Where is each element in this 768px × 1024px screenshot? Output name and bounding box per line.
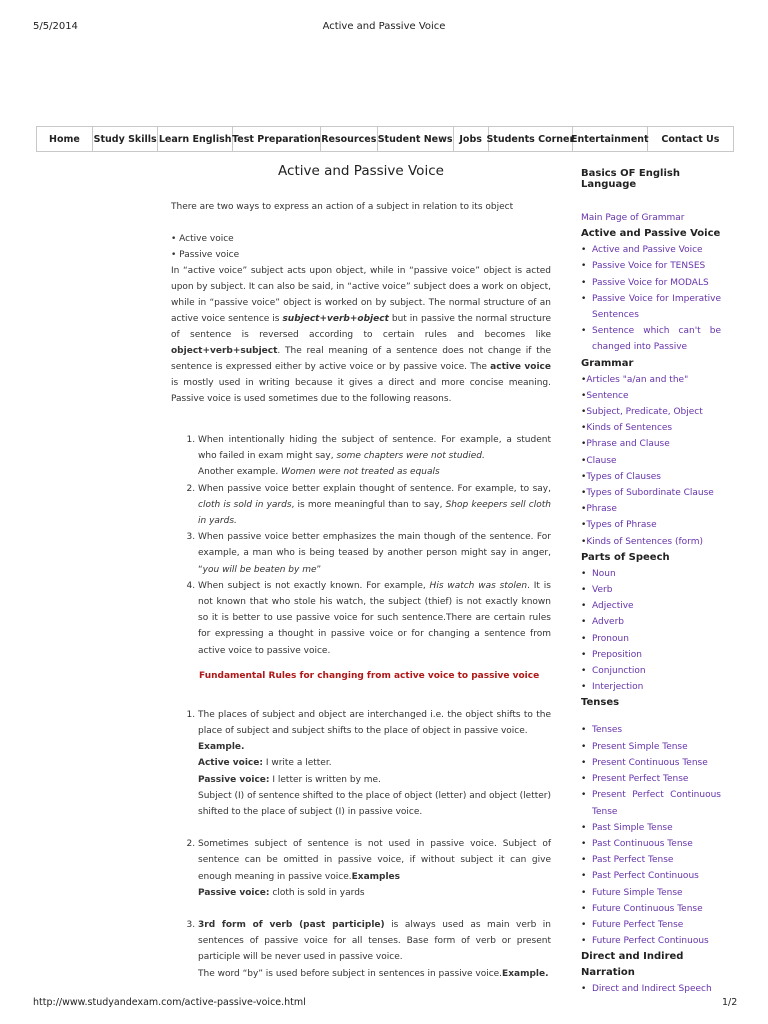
article <box>171 163 551 982</box>
list-item <box>198 578 551 659</box>
list-item <box>198 529 551 578</box>
bullet-icon: • <box>581 390 587 401</box>
sidebar-parts-list <box>581 566 721 696</box>
bullet-active: • Active voice <box>171 234 234 244</box>
nav-item-resources[interactable]: Resources <box>321 127 378 151</box>
page-title: Active and Passive Voice <box>278 163 444 179</box>
rule-text: Sometimes subject of sentence is not used in passive voice. Subject of sentence can be omitted in passive voice, if without subject it can give enough meaning in passive voice. <box>198 839 551 882</box>
nav-item-test-preparation[interactable]: Test Preparation <box>233 127 321 151</box>
sidebar-link[interactable] <box>581 534 721 550</box>
sidebar-section-heading: Direct and Indired Narration <box>581 951 684 979</box>
sidebar-link[interactable]: • Adverb <box>581 614 721 630</box>
sidebar-link[interactable] <box>581 372 721 388</box>
print-header <box>0 21 768 33</box>
sidebar-active-list <box>581 242 721 355</box>
bullet-icon: • <box>581 520 587 531</box>
sidebar-link[interactable] <box>581 453 721 469</box>
text: , is more meaningful than to say, <box>291 499 446 510</box>
sidebar-link[interactable]: • Past Continuous Tense <box>581 836 721 852</box>
print-date: 5/5/2014 <box>33 21 78 32</box>
rule-text: is always used as main verb in sentences of passive voice for all tenses. Base form of verb or present participle will be never used in passive voice. <box>198 920 552 963</box>
example-italic: His watch was stolen <box>429 580 528 591</box>
nav-item-entertainment[interactable]: Entertainment <box>573 127 648 151</box>
bullet-icon: • <box>581 471 587 482</box>
sidebar-link[interactable]: • Pronoun <box>581 631 721 647</box>
bullet-icon: • <box>581 536 587 547</box>
bullet-icon: • <box>581 374 587 385</box>
print-page-number: 1/2 <box>722 997 738 1008</box>
text: When intentionally hiding the subject of sentence. For example, a student who failed in exam might say, <box>198 435 551 462</box>
sidebar-link-label: Subject, Predicate, Object <box>586 407 703 418</box>
list-item <box>198 707 551 836</box>
sidebar-link-label: Clause <box>586 455 617 466</box>
active-example: I write a letter. <box>262 758 332 769</box>
sidebar-section-heading: Parts of Speech <box>581 551 670 563</box>
nav-item-contact-us[interactable]: Contact Us <box>661 133 720 145</box>
print-url: http://www.studyandexam.com/active-passive-voice.html <box>33 997 306 1008</box>
sidebar-link[interactable] <box>581 420 721 436</box>
bullet-label: Passive voice <box>179 250 240 260</box>
para-text: . The real meaning of a sentence does not change if the sentence is expressed either by active voice or by passive voice. The <box>171 346 551 372</box>
sidebar-grammar-list <box>581 372 721 550</box>
sidebar-link[interactable]: • Future Perfect Continuous <box>581 933 721 949</box>
sidebar-link-label: Articles "a/an and the" <box>586 374 689 385</box>
sidebar-link-label: Kinds of Sentences <box>586 423 673 434</box>
bullet-icon: • <box>581 407 587 418</box>
sidebar-link-label: Types of Subordinate Clause <box>586 488 714 499</box>
passive-label: Passive voice: <box>198 774 270 785</box>
rule-bold: 3rd form of verb (past participle) <box>198 920 385 931</box>
sidebar-section-heading: Grammar <box>581 357 634 369</box>
sidebar-link[interactable]: • Present Perfect Continuous Tense <box>581 787 721 819</box>
intro-text: There are two ways to express an action of a subject in relation to its object <box>171 202 514 212</box>
sidebar-link[interactable] <box>581 501 721 517</box>
para-text: In “active voice” subject acts upon object, while in “passive voice” object is acted upon by subject. It can also be said, in “active voice” subject does a work on object, while in “passive voice” object is worked on by subject. The normal structure of an active voice sentence is <box>171 266 551 324</box>
sidebar-link[interactable]: • Noun <box>581 566 721 582</box>
text: ” <box>316 564 322 575</box>
rule-text: The word “by” is used before subject in sentences in passive voice. <box>198 968 503 979</box>
example-italic: you will be beaten by me <box>202 564 317 575</box>
passive-example: cloth is sold in yards <box>269 887 365 898</box>
explanation-paragraph <box>171 263 551 407</box>
sidebar-link[interactable]: • Conjunction <box>581 663 721 679</box>
example-italic: Women were not treated as equals <box>281 467 440 478</box>
nav-item-study-skills[interactable]: Study Skills <box>93 127 159 151</box>
nav-item-student-news[interactable]: Student News <box>378 127 454 151</box>
sidebar-link[interactable] <box>581 388 721 404</box>
nav-item-jobs[interactable]: Jobs <box>454 127 489 151</box>
text: Another example. <box>198 467 282 478</box>
sidebar-link-label: Sentence <box>586 390 629 401</box>
passive-example: I letter is written by me. <box>269 774 381 785</box>
rule-text: The places of subject and object are interchanged i.e. the object shifts to the place of subject and subject shifts to the place of object in passive voice. <box>198 709 551 737</box>
example-label: Example. <box>502 968 549 979</box>
sidebar-link[interactable]: • Verb <box>581 582 721 598</box>
sidebar-link[interactable]: • Present Perfect Tense <box>581 771 721 787</box>
nav-item-learn-english[interactable]: Learn English <box>158 127 232 151</box>
sidebar-link[interactable]: • Past Simple Tense <box>581 820 721 836</box>
examples-label: Examples <box>351 871 401 882</box>
sidebar-link[interactable]: • Present Simple Tense <box>581 739 721 755</box>
bullet-icon: • <box>581 455 587 466</box>
para-text: but in passive the normal structure of sentence is reversed according to certain rules and becomes like <box>171 314 551 340</box>
sidebar-link[interactable] <box>581 517 721 533</box>
sidebar-link-label: Phrase <box>586 504 617 515</box>
sidebar-link[interactable] <box>581 404 721 420</box>
nav-item-students-corner[interactable]: Students Corner <box>489 127 573 151</box>
sidebar-link[interactable]: • Passive Voice for MODALS <box>581 275 721 291</box>
main-nav <box>36 126 734 152</box>
sidebar-link[interactable]: • Sentence which can't be changed into Passive <box>581 323 721 355</box>
text: When subject is not exactly known. For example, <box>198 580 430 591</box>
sidebar-direct-list <box>581 981 721 997</box>
list-item <box>198 481 551 530</box>
sidebar-link-label: Phrase and Clause <box>586 439 670 450</box>
example-italic: Shop keepers sell cloth in yards. <box>198 499 551 527</box>
sidebar-link[interactable]: • Passive Voice for TENSES <box>581 258 721 274</box>
text: When passive voice better emphasizes the main though of the sentence. For example, a man who is being teased by another person might say in anger, “ <box>198 532 551 575</box>
sidebar-link[interactable]: • Passive Voice for Imperative Sentences <box>581 291 721 323</box>
sidebar-title: Basics OF English Language <box>581 168 680 190</box>
text: . It is not known that who stole his watch, the subject (thief) is not exactly known so it is better to use passive voice for such sentence.There are certain rules for expressing a thought in passive voice or for changing a sentence from active voice to passive voice. <box>198 580 551 656</box>
passive-label: Passive voice: <box>198 887 270 898</box>
bullet-icon: • <box>581 439 587 450</box>
sidebar-section-heading: Tenses <box>581 697 620 709</box>
sidebar-link[interactable]: • Past Perfect Continuous <box>581 868 721 884</box>
sidebar-link[interactable]: • Future Perfect Tense <box>581 917 721 933</box>
active-voice-bold: active voice <box>490 362 551 372</box>
list-item <box>198 917 551 982</box>
sidebar-link-label: Kinds of Sentences (form) <box>586 536 703 547</box>
sidebar-link[interactable]: • Preposition <box>581 647 721 663</box>
bullet-icon: • <box>581 504 587 515</box>
sidebar-link[interactable] <box>581 436 721 452</box>
rules-list <box>171 707 551 982</box>
sidebar-link[interactable]: • Direct and Indirect Speech <box>581 981 721 997</box>
rules-heading: Fundamental Rules for changing from active voice to passive voice <box>199 670 540 681</box>
print-title: Active and Passive Voice <box>322 21 446 32</box>
bullet-passive: • Passive voice <box>171 250 240 260</box>
sidebar-link[interactable]: • Tenses <box>581 722 721 738</box>
sidebar-link[interactable] <box>581 469 721 485</box>
formula-passive: object+verb+subject <box>171 346 278 356</box>
nav-item-home[interactable]: Home <box>37 127 93 151</box>
active-label: Active voice: <box>198 758 263 769</box>
sidebar-link-label: Types of Clauses <box>586 471 661 482</box>
example-label: Example. <box>198 742 245 753</box>
sidebar-tenses-list <box>581 722 721 949</box>
reasons-list <box>171 432 551 659</box>
example-italic: some chapters were not studied. <box>336 451 485 462</box>
sidebar-link[interactable]: • Active and Passive Voice <box>581 242 721 258</box>
sidebar-link[interactable]: • Past Perfect Tense <box>581 852 721 868</box>
example-italic: cloth is sold in yards <box>198 499 292 510</box>
sidebar-link[interactable]: • Adjective <box>581 598 721 614</box>
list-item <box>198 836 551 917</box>
bullet-label: Active voice <box>179 234 234 244</box>
sidebar-link[interactable]: • Interjection <box>581 679 721 695</box>
sidebar-main-link[interactable]: Main Page of Grammar <box>581 213 685 223</box>
list-item <box>198 432 551 481</box>
para-text: is mostly used in writing because it gives a direct and more concise meaning. Passive voice is used sometimes due to the following reasons. <box>171 378 551 404</box>
text: When passive voice better explain thought of sentence. For example, to say, <box>198 483 551 494</box>
formula-active: subject+verb+object <box>282 314 389 324</box>
sidebar-link[interactable]: • Future Simple Tense <box>581 885 721 901</box>
bullet-icon: • <box>581 423 587 434</box>
sidebar-section-heading: Active and Passive Voice <box>581 228 721 240</box>
sidebar-link[interactable] <box>581 485 721 501</box>
sidebar-link[interactable]: • Future Continuous Tense <box>581 901 721 917</box>
rule-note: Subject (I) of sentence shifted to the place of object (letter) and object (letter) shifted to the place of subject (I) in passive voice. <box>198 790 551 818</box>
bullet-icon: • <box>581 488 587 499</box>
sidebar-link[interactable]: • Present Continuous Tense <box>581 755 721 771</box>
sidebar-link-label: Types of Phrase <box>586 520 657 531</box>
sidebar <box>581 168 721 998</box>
